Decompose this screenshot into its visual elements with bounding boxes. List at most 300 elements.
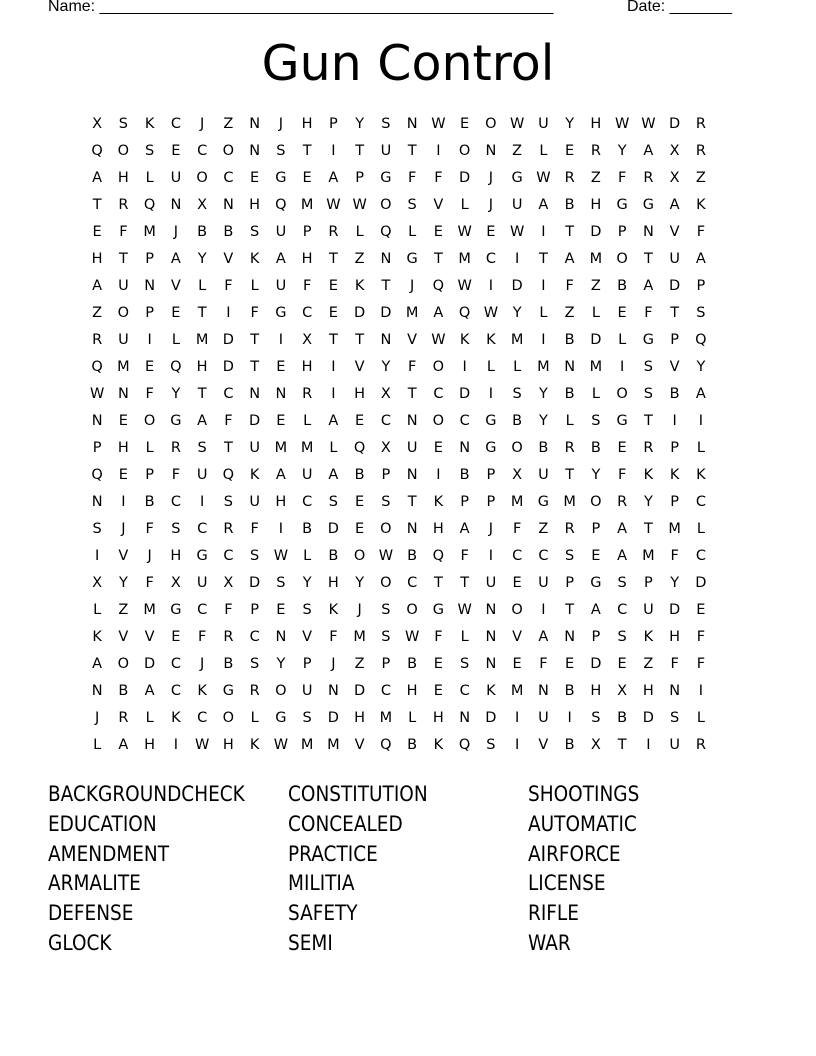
grid-letter: E xyxy=(565,656,575,672)
grid-letter: T xyxy=(407,386,417,402)
grid-letter: Q xyxy=(353,440,366,456)
grid-letter: J xyxy=(199,116,205,132)
grid-letter: A xyxy=(144,683,155,699)
grid-letter: H xyxy=(275,494,287,510)
grid-letter: J xyxy=(488,521,494,537)
grid-letter: N xyxy=(485,629,497,645)
grid-letter: K xyxy=(354,278,365,294)
grid-letter: O xyxy=(616,386,628,402)
grid-letter: I xyxy=(541,278,546,294)
grid-letter: M xyxy=(642,548,655,564)
grid-letter: M xyxy=(117,359,130,375)
grid-letter: C xyxy=(380,683,391,699)
grid-letter: G xyxy=(170,602,182,618)
grid-letter: I xyxy=(698,683,704,699)
grid-letter: L xyxy=(93,602,102,618)
grid-row xyxy=(84,300,714,327)
grid-letter: N xyxy=(406,116,418,132)
grid-letter: B xyxy=(669,386,680,402)
grid-letter: G xyxy=(380,170,392,186)
grid-letter: H xyxy=(144,737,156,753)
grid-letter: J xyxy=(173,224,179,240)
grid-letter: O xyxy=(117,143,130,159)
grid-letter: A xyxy=(92,278,103,294)
grid-letter: C xyxy=(433,386,444,402)
grid-letter: B xyxy=(302,521,313,537)
grid-letter: J xyxy=(331,656,336,672)
grid-letter: T xyxy=(407,143,417,159)
grid-letter: U xyxy=(406,440,418,456)
grid-letter: L xyxy=(696,710,705,726)
grid-letter: B xyxy=(564,386,575,402)
grid-letter: O xyxy=(222,710,235,726)
date-field-label: Date: _______ xyxy=(627,0,732,15)
word-bank-item: RIFLE xyxy=(528,901,579,926)
grid-letter: D xyxy=(590,656,602,672)
grid-letter: C xyxy=(170,494,181,510)
grid-letter: P xyxy=(460,494,469,510)
grid-letter: E xyxy=(171,629,181,645)
grid-letter: Y xyxy=(355,575,365,591)
grid-letter: Q xyxy=(91,467,103,483)
grid-letter: R xyxy=(643,440,654,456)
grid-letter: W xyxy=(431,116,446,132)
grid-letter: T xyxy=(565,602,575,618)
grid-letter: H xyxy=(354,710,366,726)
grid-letter: I xyxy=(619,359,625,375)
grid-letter: L xyxy=(486,359,495,375)
grid-letter: B xyxy=(564,737,575,753)
grid-letter: O xyxy=(380,197,392,213)
grid-letter: B xyxy=(354,467,365,483)
grid-letter: N xyxy=(275,386,287,402)
grid-letter: L xyxy=(93,737,102,753)
word-bank-item: LICENSE xyxy=(528,871,606,896)
grid-letter: C xyxy=(249,629,260,645)
grid-letter: B xyxy=(144,494,155,510)
grid-letter: K xyxy=(328,602,339,618)
grid-letter: A xyxy=(92,656,103,672)
grid-letter: Z xyxy=(354,251,365,267)
grid-letter: R xyxy=(695,143,706,159)
grid-letter: B xyxy=(617,710,628,726)
grid-row xyxy=(84,489,714,516)
grid-letter: A xyxy=(328,413,339,429)
grid-letter: L xyxy=(591,386,600,402)
grid-letter: R xyxy=(643,170,654,186)
grid-letter: Y xyxy=(617,143,627,159)
grid-letter: E xyxy=(302,170,312,186)
grid-letter: L xyxy=(460,197,469,213)
grid-row xyxy=(84,570,714,597)
grid-letter: N xyxy=(380,251,392,267)
grid-letter: S xyxy=(643,359,653,375)
grid-letter: I xyxy=(567,710,572,726)
grid-letter: I xyxy=(514,710,520,726)
grid-letter: E xyxy=(328,305,338,321)
grid-letter: K xyxy=(249,737,260,753)
grid-letter: D xyxy=(249,575,261,591)
grid-letter: L xyxy=(329,440,338,456)
grid-letter: C xyxy=(170,683,181,699)
grid-letter: U xyxy=(196,467,208,483)
grid-letter: E xyxy=(276,602,286,618)
grid-letter: E xyxy=(512,656,522,672)
grid-letter: W xyxy=(378,548,394,564)
grid-letter: C xyxy=(485,251,496,267)
grid-letter: W xyxy=(273,548,289,564)
grid-letter: Z xyxy=(590,278,601,294)
grid-letter: T xyxy=(328,251,338,267)
grid-letter: E xyxy=(355,413,365,429)
grid-letter: O xyxy=(275,683,287,699)
grid-letter: E xyxy=(145,359,155,375)
grid-letter: C xyxy=(223,548,234,564)
grid-letter: N xyxy=(669,683,681,699)
grid-letter: S xyxy=(617,575,627,591)
grid-letter: N xyxy=(564,629,576,645)
grid-letter: D xyxy=(695,575,707,591)
grid-letter: I xyxy=(698,413,704,429)
grid-letter: E xyxy=(92,224,102,240)
grid-letter: P xyxy=(486,494,496,510)
grid-letter: Y xyxy=(591,467,601,483)
grid-letter: I xyxy=(488,278,494,294)
grid-letter: K xyxy=(433,494,444,510)
grid-letter: W xyxy=(509,224,525,240)
grid-letter: J xyxy=(278,116,284,132)
grid-letter: P xyxy=(250,602,259,618)
grid-letter: I xyxy=(488,386,494,402)
grid-letter: M xyxy=(274,440,288,456)
grid-letter: I xyxy=(278,521,284,537)
grid-letter: E xyxy=(355,521,365,537)
grid-row xyxy=(84,624,714,651)
word-bank-item: WAR xyxy=(528,930,571,955)
grid-letter: D xyxy=(459,386,471,402)
grid-letter: C xyxy=(380,413,391,429)
grid-letter: G xyxy=(406,251,418,267)
name-field-label: Name: ___________________________________________________ xyxy=(48,0,554,15)
grid-letter: M xyxy=(405,305,419,321)
grid-letter: M xyxy=(458,251,471,267)
grid-row xyxy=(84,651,714,678)
grid-letter: O xyxy=(458,143,471,159)
word-bank-item: EDUCATION xyxy=(48,811,157,836)
grid-letter: H xyxy=(222,737,234,753)
grid-letter: A xyxy=(617,548,628,564)
grid-letter: E xyxy=(433,683,443,699)
grid-letter: A xyxy=(197,413,208,429)
grid-letter: D xyxy=(669,602,681,618)
grid-letter: A xyxy=(275,251,286,267)
grid-row xyxy=(84,111,714,138)
grid-letter: N xyxy=(249,386,261,402)
grid-letter: S xyxy=(171,521,181,537)
grid-letter: T xyxy=(617,737,627,753)
grid-letter: R xyxy=(564,521,575,537)
grid-letter: O xyxy=(353,548,366,564)
grid-letter: E xyxy=(617,656,627,672)
grid-letter: A xyxy=(538,629,549,645)
grid-letter: K xyxy=(486,683,496,699)
grid-letter: V xyxy=(354,359,365,375)
grid-letter: N xyxy=(564,359,576,375)
grid-letter: W xyxy=(404,629,420,645)
grid-letter: Y xyxy=(538,413,548,429)
grid-letter: B xyxy=(197,224,208,240)
grid-letter: S xyxy=(92,521,102,537)
grid-letter: C xyxy=(695,548,706,564)
grid-letter: Y xyxy=(276,656,286,672)
grid-letter: W xyxy=(326,197,341,213)
grid-letter: K xyxy=(643,467,654,483)
grid-letter: H xyxy=(590,116,602,132)
grid-letter: I xyxy=(646,737,651,753)
grid-letter: H xyxy=(669,629,681,645)
grid-letter: U xyxy=(196,575,208,591)
grid-letter: T xyxy=(460,575,470,591)
grid-letter: G xyxy=(222,683,234,699)
grid-letter: K xyxy=(459,332,470,348)
grid-letter: Z xyxy=(695,170,706,186)
grid-letter: I xyxy=(278,332,284,348)
grid-letter: T xyxy=(643,521,653,537)
grid-letter: C xyxy=(170,116,181,132)
grid-letter: H xyxy=(590,197,602,213)
grid-letter: P xyxy=(486,467,496,483)
grid-letter: I xyxy=(199,494,205,510)
grid-letter: D xyxy=(327,521,339,537)
grid-letter: X xyxy=(380,440,391,456)
grid-letter: X xyxy=(302,332,313,348)
grid-letter: F xyxy=(696,656,706,672)
grid-row xyxy=(84,732,714,759)
grid-letter: K xyxy=(696,197,706,213)
grid-letter: C xyxy=(302,305,313,321)
grid-letter: B xyxy=(223,224,234,240)
grid-letter: F xyxy=(696,224,706,240)
word-bank-item: SHOOTINGS xyxy=(528,782,640,806)
grid-letter: Z xyxy=(564,305,575,321)
grid-letter: G xyxy=(432,602,444,618)
grid-letter: P xyxy=(670,440,679,456)
grid-letter: N xyxy=(406,521,418,537)
grid-letter: M xyxy=(327,737,340,753)
grid-letter: B xyxy=(564,332,575,348)
grid-letter: X xyxy=(170,575,181,591)
grid-letter: X xyxy=(223,575,234,591)
grid-letter: G xyxy=(485,440,497,456)
grid-letter: S xyxy=(276,143,286,159)
grid-letter: I xyxy=(488,548,494,564)
grid-letter: F xyxy=(224,413,233,429)
grid-letter: Y xyxy=(381,359,391,375)
grid-letter: X xyxy=(669,143,680,159)
grid-letter: R xyxy=(590,143,601,159)
grid-letter: Y xyxy=(302,575,312,591)
grid-letter: U xyxy=(538,710,549,726)
grid-row xyxy=(84,408,714,435)
grid-letter: R xyxy=(118,197,129,213)
grid-letter: C xyxy=(197,710,208,726)
grid-letter: X xyxy=(617,683,628,699)
grid-letter: L xyxy=(145,440,154,456)
word-bank-item: PRACTICE xyxy=(288,841,378,866)
grid-letter: F xyxy=(460,548,469,564)
grid-letter: Y xyxy=(696,359,706,375)
grid-letter: L xyxy=(250,278,259,294)
grid-letter: F xyxy=(302,278,312,294)
grid-letter: N xyxy=(222,197,234,213)
grid-letter: V xyxy=(433,197,444,213)
grid-letter: L xyxy=(539,143,548,159)
grid-letter: T xyxy=(355,143,365,159)
grid-letter: V xyxy=(223,251,234,267)
grid-letter: Y xyxy=(118,575,128,591)
grid-letter: V xyxy=(512,629,523,645)
grid-letter: S xyxy=(223,494,233,510)
grid-letter: S xyxy=(276,575,286,591)
grid-letter: B xyxy=(538,440,549,456)
grid-letter: O xyxy=(222,143,235,159)
grid-letter: S xyxy=(302,602,312,618)
grid-letter: Q xyxy=(458,305,471,321)
grid-letter: F xyxy=(617,467,627,483)
grid-letter: P xyxy=(145,467,154,483)
grid-letter: I xyxy=(147,332,152,348)
grid-row xyxy=(84,462,714,489)
grid-letter: F xyxy=(145,521,154,537)
grid-letter: K xyxy=(197,683,207,699)
grid-letter: H xyxy=(590,683,602,699)
grid-letter: D xyxy=(669,278,681,294)
grid-letter: X xyxy=(380,386,391,402)
grid-letter: N xyxy=(170,197,182,213)
grid-letter: I xyxy=(331,143,336,159)
grid-letter: M xyxy=(510,683,524,699)
grid-letter: L xyxy=(513,359,522,375)
grid-letter: L xyxy=(696,521,705,537)
grid-letter: K xyxy=(486,332,496,348)
grid-letter: S xyxy=(591,413,601,429)
grid-letter: W xyxy=(194,737,210,753)
grid-letter: F xyxy=(407,170,417,186)
grid-letter: V xyxy=(669,224,680,240)
grid-letter: S xyxy=(118,116,128,132)
grid-letter: S xyxy=(565,548,575,564)
grid-letter: H xyxy=(327,575,339,591)
grid-letter: A xyxy=(275,467,286,483)
grid-letter: L xyxy=(408,224,417,240)
grid-letter: O xyxy=(380,575,392,591)
grid-letter: A xyxy=(459,521,470,537)
grid-letter: G xyxy=(537,494,549,510)
grid-letter: W xyxy=(614,116,630,132)
grid-letter: C xyxy=(197,602,208,618)
grid-letter: K xyxy=(669,467,680,483)
grid-row xyxy=(84,219,714,246)
grid-letter: N xyxy=(537,683,549,699)
grid-letter: S xyxy=(407,197,417,213)
word-bank-item: ARMALITE xyxy=(48,871,141,896)
grid-letter: Z xyxy=(512,143,523,159)
grid-letter: C xyxy=(223,170,234,186)
grid-letter: O xyxy=(590,494,602,510)
grid-letter: A xyxy=(170,251,181,267)
grid-letter: D xyxy=(144,656,156,672)
grid-letter: Z xyxy=(223,116,234,132)
grid-row xyxy=(84,678,714,705)
grid-letter: S xyxy=(250,548,260,564)
grid-letter: Y xyxy=(670,575,680,591)
grid-letter: R xyxy=(118,710,129,726)
word-bank-item: CONCEALED xyxy=(288,811,403,836)
grid-letter: M xyxy=(537,359,550,375)
grid-letter: P xyxy=(329,116,338,132)
grid-letter: Y xyxy=(512,305,522,321)
grid-letter: D xyxy=(590,332,602,348)
grid-letter: U xyxy=(249,440,260,456)
grid-letter: P xyxy=(617,224,627,240)
grid-letter: Q xyxy=(432,548,445,564)
grid-letter: U xyxy=(538,575,549,591)
grid-letter: L xyxy=(303,548,312,564)
grid-letter: I xyxy=(672,413,677,429)
grid-letter: L xyxy=(171,332,180,348)
grid-letter: P xyxy=(670,332,679,348)
grid-letter: G xyxy=(511,170,523,186)
grid-letter: P xyxy=(381,467,391,483)
grid-letter: E xyxy=(118,467,128,483)
grid-letter: Q xyxy=(222,467,235,483)
grid-letter: X xyxy=(669,170,680,186)
grid-letter: S xyxy=(486,737,496,753)
grid-letter: E xyxy=(171,305,181,321)
grid-letter: C xyxy=(459,413,470,429)
grid-letter: Q xyxy=(380,224,392,240)
grid-letter: L xyxy=(408,710,417,726)
grid-letter: W xyxy=(536,170,551,186)
grid-letter: W xyxy=(352,197,367,213)
grid-letter: R xyxy=(564,170,575,186)
grid-letter: E xyxy=(118,413,128,429)
grid-letter: H xyxy=(117,440,129,456)
grid-letter: D xyxy=(380,305,392,321)
grid-letter: K xyxy=(643,629,654,645)
grid-letter: K xyxy=(171,710,181,726)
grid-letter: D xyxy=(459,170,471,186)
grid-letter: O xyxy=(432,359,445,375)
grid-letter: R xyxy=(223,521,234,537)
grid-letter: Q xyxy=(170,359,182,375)
grid-letter: F xyxy=(512,521,522,537)
grid-letter: X xyxy=(512,467,523,483)
grid-letter: E xyxy=(276,359,286,375)
grid-letter: W xyxy=(431,332,446,348)
grid-letter: U xyxy=(118,332,129,348)
grid-letter: Z xyxy=(92,305,103,321)
grid-letter: C xyxy=(459,683,470,699)
grid-letter: P xyxy=(696,278,706,294)
grid-letter: S xyxy=(250,224,260,240)
word-bank-item: DEFENSE xyxy=(48,901,134,926)
grid-letter: V xyxy=(118,629,129,645)
grid-letter: J xyxy=(147,548,152,564)
grid-letter: C xyxy=(170,656,181,672)
grid-letter: G xyxy=(485,413,497,429)
word-bank-item: AUTOMATIC xyxy=(528,811,637,836)
